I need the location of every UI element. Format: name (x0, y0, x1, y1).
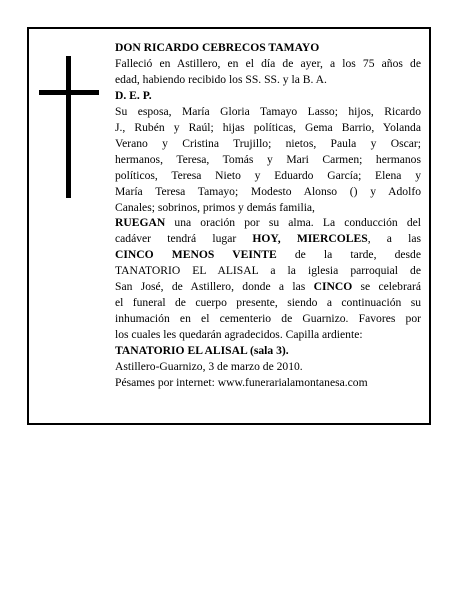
family-line: Su esposa, María Gloria Tamayo Lasso; hijos, Ricardo (115, 104, 421, 118)
family-line: hermanos, Teresa, Tomás y Mari Carmen; hermanos (115, 152, 421, 166)
request-line: el funeral de cuerpo presente, siendo a continuación su (115, 296, 421, 310)
request-line: RUEGAN una oración por su alma. La conducción del (115, 216, 421, 230)
funeral-time-highlight: CINCO (313, 280, 353, 294)
request-line: inhumación en el cementerio de Guarnizo. Favores por (115, 312, 421, 326)
ruegan-word: RUEGAN (115, 216, 166, 230)
request-line: CINCO MENOS VEINTE de la tarde, desde (115, 248, 421, 262)
request-line: los cuales les quedarán agradecidos. Capilla ardiente: (115, 328, 363, 342)
death-line: Falleció en Astillero, en el día de ayer, a los 75 años de (115, 56, 421, 70)
cross-vertical-bar (66, 56, 71, 198)
place-date: Astillero-Guarnizo, 3 de marzo de 2010. (115, 360, 303, 374)
request-line: TANATORIO EL ALISAL a la iglesia parroquial de (115, 264, 421, 278)
notice-text (115, 40, 421, 391)
family-line: políticos, Teresa Nieto y Eduardo García; Elena y (115, 168, 421, 182)
family-line: J., Rubén y Raúl; hijas políticas, Gema Barrio, Yolanda (115, 120, 421, 134)
request-line: San José, de Astillero, donde a las CINCO se celebrará (115, 280, 421, 294)
time-highlight: CINCO MENOS VEINTE (115, 248, 277, 262)
condolences-website: Pésames por internet: www.funerarialamontanesa.com (115, 376, 368, 390)
cross-horizontal-bar (39, 90, 99, 95)
obituary-notice (27, 27, 431, 425)
family-line: Verano y Cristina Trujillo; nietos, Paula y Oscar; (115, 136, 421, 150)
deceased-name: DON RICARDO CEBRECOS TAMAYO (115, 41, 320, 54)
day-highlight: HOY, MIERCOLES (252, 232, 368, 246)
request-line: cadáver tendrá lugar HOY, MIERCOLES, a las (115, 232, 421, 246)
family-line: María Teresa Tamayo; Modesto Alonso () y Adolfo (115, 184, 421, 198)
family-line: Canales; sobrinos, primos y demás familia, (115, 200, 315, 214)
cross-icon (39, 56, 99, 198)
rip-heading: D. E. P. (115, 88, 152, 102)
chapel-location: TANATORIO EL ALISAL (sala 3). (115, 344, 289, 358)
death-line: edad, habiendo recibido los SS. SS. y la B. A. (115, 72, 327, 86)
